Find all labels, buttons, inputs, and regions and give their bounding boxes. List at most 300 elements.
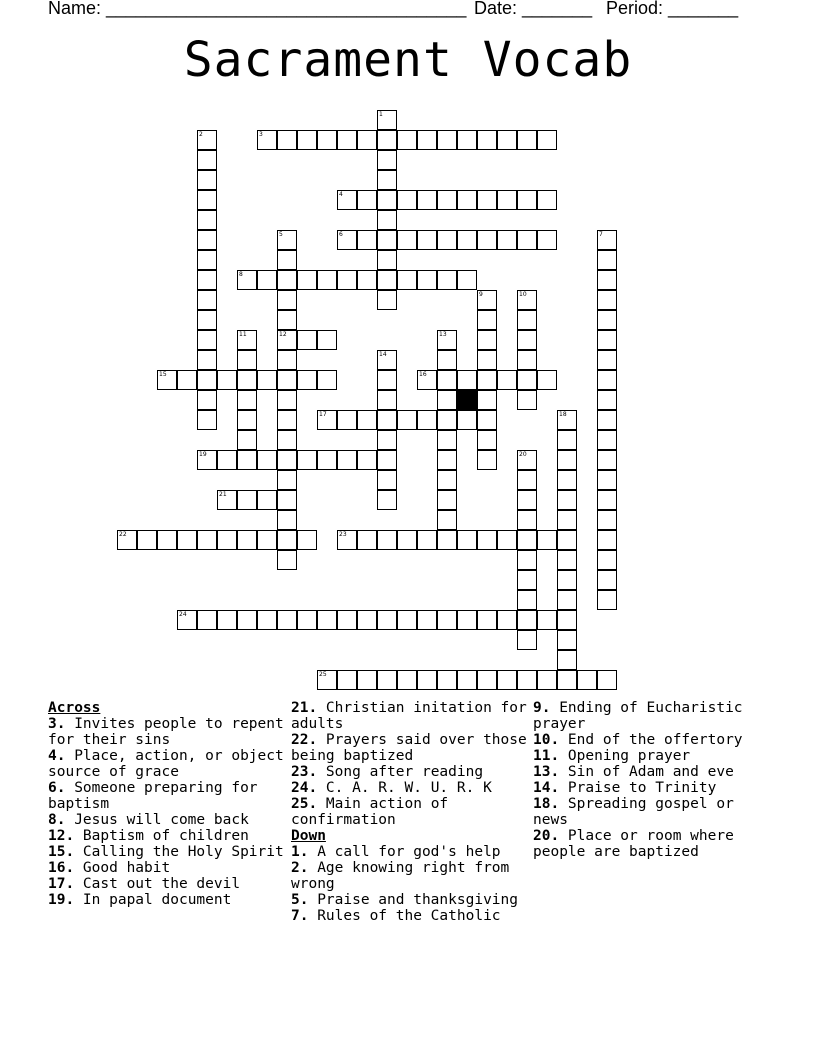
grid-cell[interactable] bbox=[597, 370, 617, 390]
clue-number: 8 bbox=[239, 271, 243, 278]
grid-cell[interactable] bbox=[357, 410, 377, 430]
grid-cell[interactable] bbox=[177, 530, 197, 550]
clue-item bbox=[533, 764, 773, 780]
grid-cell[interactable] bbox=[277, 330, 297, 350]
grid-cell[interactable] bbox=[277, 550, 297, 570]
grid-cell[interactable] bbox=[197, 190, 217, 210]
grid-cell[interactable] bbox=[277, 310, 297, 330]
grid-cell[interactable] bbox=[377, 130, 397, 150]
grid-cell[interactable] bbox=[297, 330, 317, 350]
grid-cell[interactable] bbox=[377, 410, 397, 430]
grid-cell[interactable] bbox=[477, 230, 497, 250]
grid-cell[interactable] bbox=[457, 610, 477, 630]
grid-cell[interactable] bbox=[237, 330, 257, 350]
grid-cell[interactable] bbox=[377, 170, 397, 190]
grid-cell[interactable] bbox=[597, 270, 617, 290]
grid-cell[interactable] bbox=[437, 270, 457, 290]
grid-cell[interactable] bbox=[537, 370, 557, 390]
grid-cell[interactable] bbox=[437, 350, 457, 370]
grid-cell[interactable] bbox=[357, 270, 377, 290]
clue-item-number: 18. bbox=[533, 796, 560, 812]
grid-cell[interactable] bbox=[557, 550, 577, 570]
grid-cell[interactable] bbox=[217, 610, 237, 630]
clue-item-number: 1. bbox=[291, 844, 309, 860]
grid-cell[interactable] bbox=[597, 530, 617, 550]
grid-cell[interactable] bbox=[417, 190, 437, 210]
grid-cell[interactable] bbox=[437, 410, 457, 430]
grid-cell[interactable] bbox=[397, 190, 417, 210]
grid-cell[interactable] bbox=[197, 450, 217, 470]
grid-cell[interactable] bbox=[337, 130, 357, 150]
grid-cell[interactable] bbox=[337, 270, 357, 290]
clue-item-number: 15. bbox=[48, 844, 75, 860]
clue-item-text: Sin of Adam and eve bbox=[559, 764, 734, 780]
clue-number: 7 bbox=[599, 231, 603, 238]
grid-cell[interactable] bbox=[597, 590, 617, 610]
grid-cell[interactable] bbox=[377, 290, 397, 310]
grid-cell[interactable] bbox=[377, 470, 397, 490]
grid-cell[interactable] bbox=[457, 130, 477, 150]
grid-cell[interactable] bbox=[337, 410, 357, 430]
grid-cell[interactable] bbox=[377, 450, 397, 470]
grid-cell[interactable] bbox=[497, 530, 517, 550]
grid-cell[interactable] bbox=[537, 670, 557, 690]
clue-item-number: 3. bbox=[48, 716, 66, 732]
grid-cell[interactable] bbox=[357, 670, 377, 690]
grid-cell[interactable] bbox=[437, 230, 457, 250]
grid-cell[interactable] bbox=[497, 610, 517, 630]
grid-cell[interactable] bbox=[357, 190, 377, 210]
grid-cell[interactable] bbox=[557, 510, 577, 530]
grid-cell[interactable] bbox=[377, 150, 397, 170]
grid-cell[interactable] bbox=[497, 190, 517, 210]
grid-cell[interactable] bbox=[377, 530, 397, 550]
clue-item-text: Spreading gospel or news bbox=[533, 796, 734, 828]
grid-cell[interactable] bbox=[517, 130, 537, 150]
clue-number: 21 bbox=[219, 491, 227, 498]
grid-cell[interactable] bbox=[197, 530, 217, 550]
grid-cell[interactable] bbox=[277, 290, 297, 310]
grid-cell[interactable] bbox=[477, 310, 497, 330]
grid-cell[interactable] bbox=[397, 410, 417, 430]
clues-column-2 bbox=[291, 700, 531, 924]
grid-cell[interactable] bbox=[157, 370, 177, 390]
clue-item bbox=[48, 828, 288, 844]
grid-cell[interactable] bbox=[517, 390, 537, 410]
grid-cell[interactable] bbox=[477, 530, 497, 550]
clue-item-number: 5. bbox=[291, 892, 309, 908]
grid-cell[interactable] bbox=[437, 510, 457, 530]
grid-cell[interactable] bbox=[357, 130, 377, 150]
grid-cell[interactable] bbox=[517, 630, 537, 650]
grid-cell[interactable] bbox=[197, 610, 217, 630]
clue-item-number: 20. bbox=[533, 828, 560, 844]
grid-cell[interactable] bbox=[297, 370, 317, 390]
clue-item-text: Invites people to repent for their sins bbox=[48, 716, 284, 748]
grid-cell[interactable] bbox=[417, 270, 437, 290]
grid-cell[interactable] bbox=[517, 370, 537, 390]
grid-cell[interactable] bbox=[277, 450, 297, 470]
grid-cell[interactable] bbox=[377, 250, 397, 270]
clue-number: 10 bbox=[519, 291, 527, 298]
grid-cell[interactable] bbox=[557, 470, 577, 490]
grid-cell[interactable] bbox=[517, 610, 537, 630]
grid-cell[interactable] bbox=[297, 450, 317, 470]
grid-cell[interactable] bbox=[457, 370, 477, 390]
grid-cell[interactable] bbox=[517, 470, 537, 490]
grid-cell[interactable] bbox=[237, 410, 257, 430]
clue-item-text: Baptism of children bbox=[74, 828, 249, 844]
grid-cell[interactable] bbox=[517, 450, 537, 470]
grid-cell[interactable] bbox=[337, 670, 357, 690]
grid-cell[interactable] bbox=[517, 310, 537, 330]
grid-cell[interactable] bbox=[477, 450, 497, 470]
grid-cell[interactable] bbox=[377, 110, 397, 130]
clue-number: 23 bbox=[339, 531, 347, 538]
grid-cell[interactable] bbox=[377, 270, 397, 290]
grid-cell[interactable] bbox=[237, 450, 257, 470]
grid-cell[interactable] bbox=[277, 350, 297, 370]
grid-cell[interactable] bbox=[177, 370, 197, 390]
clues-column-1 bbox=[48, 700, 288, 908]
grid-cell[interactable] bbox=[597, 250, 617, 270]
grid-cell[interactable] bbox=[537, 130, 557, 150]
grid-cell[interactable] bbox=[317, 330, 337, 350]
grid-cell[interactable] bbox=[217, 490, 237, 510]
grid-cell[interactable] bbox=[597, 290, 617, 310]
grid-cell[interactable] bbox=[597, 470, 617, 490]
grid-cell[interactable] bbox=[277, 410, 297, 430]
grid-cell[interactable] bbox=[197, 130, 217, 150]
grid-cell[interactable] bbox=[377, 390, 397, 410]
grid-cell[interactable] bbox=[477, 430, 497, 450]
grid-cell[interactable] bbox=[357, 450, 377, 470]
grid-cell[interactable] bbox=[497, 230, 517, 250]
clue-item bbox=[48, 860, 288, 876]
grid-cell[interactable] bbox=[377, 230, 397, 250]
grid-cell[interactable] bbox=[377, 670, 397, 690]
grid-cell[interactable] bbox=[197, 230, 217, 250]
grid-cell[interactable] bbox=[197, 150, 217, 170]
grid-cell[interactable] bbox=[317, 370, 337, 390]
clue-item-number: 2. bbox=[291, 860, 309, 876]
grid-cell[interactable] bbox=[417, 370, 437, 390]
grid-cell[interactable] bbox=[317, 270, 337, 290]
grid-cell[interactable] bbox=[377, 610, 397, 630]
clue-number: 17 bbox=[319, 411, 327, 418]
clue-item-text: Place, action, or object source of grace bbox=[48, 748, 284, 780]
grid-cell[interactable] bbox=[157, 530, 177, 550]
grid-cell[interactable] bbox=[337, 530, 357, 550]
grid-cell[interactable] bbox=[277, 470, 297, 490]
grid-cell[interactable] bbox=[357, 230, 377, 250]
grid-cell[interactable] bbox=[417, 230, 437, 250]
clue-number: 11 bbox=[239, 331, 247, 338]
grid-cell[interactable] bbox=[457, 530, 477, 550]
grid-cell[interactable] bbox=[317, 610, 337, 630]
grid-cell[interactable] bbox=[537, 530, 557, 550]
clue-item-text: Jesus will come back bbox=[65, 812, 249, 828]
grid-cell[interactable] bbox=[517, 550, 537, 570]
grid-cell[interactable] bbox=[237, 490, 257, 510]
clue-item-number: 17. bbox=[48, 876, 75, 892]
clue-item bbox=[533, 732, 773, 748]
grid-cell[interactable] bbox=[437, 330, 457, 350]
grid-cell[interactable] bbox=[297, 270, 317, 290]
grid-cell[interactable] bbox=[517, 670, 537, 690]
grid-cell[interactable] bbox=[417, 130, 437, 150]
grid-cell[interactable] bbox=[517, 490, 537, 510]
grid-cell[interactable] bbox=[437, 370, 457, 390]
grid-cell[interactable] bbox=[477, 410, 497, 430]
across-heading: Across bbox=[48, 700, 101, 716]
grid-cell[interactable] bbox=[497, 130, 517, 150]
grid-cell[interactable] bbox=[517, 530, 537, 550]
grid-cell[interactable] bbox=[477, 290, 497, 310]
grid-cell[interactable] bbox=[597, 490, 617, 510]
grid-cell[interactable] bbox=[577, 670, 597, 690]
grid-cell[interactable] bbox=[477, 610, 497, 630]
grid-cell[interactable] bbox=[537, 610, 557, 630]
grid-cell[interactable] bbox=[257, 370, 277, 390]
clue-item-number: 16. bbox=[48, 860, 75, 876]
grid-cell[interactable] bbox=[237, 530, 257, 550]
grid-cell[interactable] bbox=[237, 350, 257, 370]
grid-cell[interactable] bbox=[557, 450, 577, 470]
grid-cell[interactable] bbox=[597, 350, 617, 370]
grid-cell[interactable] bbox=[597, 570, 617, 590]
grid-cell[interactable] bbox=[337, 450, 357, 470]
grid-cell[interactable] bbox=[597, 510, 617, 530]
grid-cell[interactable] bbox=[517, 570, 537, 590]
grid-cell[interactable] bbox=[457, 190, 477, 210]
grid-cell[interactable] bbox=[297, 530, 317, 550]
grid-cell[interactable] bbox=[197, 370, 217, 390]
grid-cell[interactable] bbox=[257, 490, 277, 510]
grid-cell[interactable] bbox=[477, 670, 497, 690]
grid-cell[interactable] bbox=[557, 610, 577, 630]
grid-cell[interactable] bbox=[437, 490, 457, 510]
grid-cell[interactable] bbox=[277, 130, 297, 150]
grid-cell[interactable] bbox=[277, 610, 297, 630]
clue-item-text: Praise and thanksgiving bbox=[308, 892, 518, 908]
grid-cell[interactable] bbox=[377, 190, 397, 210]
grid-cell[interactable] bbox=[277, 510, 297, 530]
black-square bbox=[457, 390, 477, 410]
grid-cell[interactable] bbox=[397, 270, 417, 290]
grid-cell[interactable] bbox=[517, 290, 537, 310]
grid-cell[interactable] bbox=[237, 370, 257, 390]
grid-cell[interactable] bbox=[437, 530, 457, 550]
grid-cell[interactable] bbox=[477, 390, 497, 410]
grid-cell[interactable] bbox=[397, 610, 417, 630]
grid-cell[interactable] bbox=[557, 490, 577, 510]
grid-cell[interactable] bbox=[557, 430, 577, 450]
grid-cell[interactable] bbox=[477, 330, 497, 350]
grid-cell[interactable] bbox=[597, 430, 617, 450]
clue-item-text: Place or room where people are baptized bbox=[533, 828, 734, 860]
grid-cell[interactable] bbox=[257, 270, 277, 290]
grid-cell[interactable] bbox=[397, 230, 417, 250]
grid-cell[interactable] bbox=[557, 570, 577, 590]
grid-cell[interactable] bbox=[597, 670, 617, 690]
grid-cell[interactable] bbox=[417, 530, 437, 550]
clue-item bbox=[533, 700, 773, 732]
clue-item-text: Prayers said over those being baptized bbox=[291, 732, 527, 764]
grid-cell[interactable] bbox=[437, 450, 457, 470]
grid-cell[interactable] bbox=[277, 530, 297, 550]
grid-cell[interactable] bbox=[197, 310, 217, 330]
clue-number: 13 bbox=[439, 331, 447, 338]
grid-cell[interactable] bbox=[377, 370, 397, 390]
grid-cell[interactable] bbox=[197, 210, 217, 230]
grid-cell[interactable] bbox=[197, 410, 217, 430]
grid-cell[interactable] bbox=[257, 530, 277, 550]
clue-item-number: 21. bbox=[291, 700, 318, 716]
grid-cell[interactable] bbox=[277, 370, 297, 390]
grid-cell[interactable] bbox=[457, 670, 477, 690]
grid-cell[interactable] bbox=[277, 490, 297, 510]
grid-cell[interactable] bbox=[517, 330, 537, 350]
grid-cell[interactable] bbox=[177, 610, 197, 630]
grid-cell[interactable] bbox=[517, 350, 537, 370]
grid-cell[interactable] bbox=[417, 670, 437, 690]
grid-cell[interactable] bbox=[337, 610, 357, 630]
grid-cell[interactable] bbox=[517, 190, 537, 210]
grid-cell[interactable] bbox=[597, 390, 617, 410]
grid-cell[interactable] bbox=[277, 230, 297, 250]
grid-cell[interactable] bbox=[197, 250, 217, 270]
grid-cell[interactable] bbox=[197, 350, 217, 370]
grid-cell[interactable] bbox=[557, 630, 577, 650]
grid-cell[interactable] bbox=[197, 290, 217, 310]
grid-cell[interactable] bbox=[517, 590, 537, 610]
grid-cell[interactable] bbox=[317, 450, 337, 470]
grid-cell[interactable] bbox=[537, 190, 557, 210]
grid-cell[interactable] bbox=[217, 450, 237, 470]
name-field-label: Name: ____________________________________ bbox=[48, 0, 467, 18]
grid-cell[interactable] bbox=[357, 530, 377, 550]
grid-cell[interactable] bbox=[477, 370, 497, 390]
grid-cell[interactable] bbox=[317, 410, 337, 430]
clue-item-text: Age knowing right from wrong bbox=[291, 860, 510, 892]
clue-item-text: End of the offertory bbox=[559, 732, 743, 748]
grid-cell[interactable] bbox=[497, 370, 517, 390]
grid-cell[interactable] bbox=[497, 670, 517, 690]
clue-item-number: 19. bbox=[48, 892, 75, 908]
grid-cell[interactable] bbox=[537, 230, 557, 250]
grid-cell[interactable] bbox=[557, 410, 577, 430]
grid-cell[interactable] bbox=[437, 390, 457, 410]
grid-cell[interactable] bbox=[197, 170, 217, 190]
grid-cell[interactable] bbox=[437, 430, 457, 450]
grid-cell[interactable] bbox=[597, 550, 617, 570]
grid-cell[interactable] bbox=[437, 130, 457, 150]
grid-cell[interactable] bbox=[417, 410, 437, 430]
grid-cell[interactable] bbox=[237, 390, 257, 410]
grid-cell[interactable] bbox=[397, 530, 417, 550]
grid-cell[interactable] bbox=[277, 250, 297, 270]
grid-cell[interactable] bbox=[337, 190, 357, 210]
grid-cell[interactable] bbox=[597, 450, 617, 470]
grid-cell[interactable] bbox=[377, 210, 397, 230]
grid-cell[interactable] bbox=[597, 230, 617, 250]
clue-item bbox=[48, 844, 288, 860]
grid-cell[interactable] bbox=[257, 610, 277, 630]
grid-cell[interactable] bbox=[297, 610, 317, 630]
grid-cell[interactable] bbox=[257, 450, 277, 470]
grid-cell[interactable] bbox=[597, 410, 617, 430]
grid-cell[interactable] bbox=[477, 190, 497, 210]
grid-cell[interactable] bbox=[197, 390, 217, 410]
grid-cell[interactable] bbox=[137, 530, 157, 550]
grid-cell[interactable] bbox=[297, 130, 317, 150]
clue-item-text: Christian initation for adults bbox=[291, 700, 527, 732]
grid-cell[interactable] bbox=[217, 530, 237, 550]
grid-cell[interactable] bbox=[377, 430, 397, 450]
grid-cell[interactable] bbox=[197, 330, 217, 350]
grid-cell[interactable] bbox=[277, 270, 297, 290]
grid-cell[interactable] bbox=[437, 190, 457, 210]
clue-item bbox=[291, 732, 531, 764]
grid-cell[interactable] bbox=[457, 410, 477, 430]
clue-item bbox=[533, 828, 773, 860]
grid-cell[interactable] bbox=[377, 350, 397, 370]
grid-cell[interactable] bbox=[477, 350, 497, 370]
grid-cell[interactable] bbox=[377, 490, 397, 510]
grid-cell[interactable] bbox=[477, 130, 497, 150]
grid-cell[interactable] bbox=[557, 650, 577, 670]
grid-cell[interactable] bbox=[457, 270, 477, 290]
grid-cell[interactable] bbox=[557, 530, 577, 550]
grid-cell[interactable] bbox=[437, 670, 457, 690]
clue-number: 6 bbox=[339, 231, 343, 238]
grid-cell[interactable] bbox=[417, 610, 437, 630]
grid-cell[interactable] bbox=[277, 390, 297, 410]
clue-item-number: 7. bbox=[291, 908, 309, 924]
grid-cell[interactable] bbox=[597, 330, 617, 350]
clue-item-text: C. A. R. W. U. R. K bbox=[317, 780, 492, 796]
grid-cell[interactable] bbox=[337, 230, 357, 250]
grid-cell[interactable] bbox=[557, 670, 577, 690]
grid-cell[interactable] bbox=[597, 310, 617, 330]
grid-cell[interactable] bbox=[517, 230, 537, 250]
grid-cell[interactable] bbox=[517, 510, 537, 530]
grid-cell[interactable] bbox=[557, 590, 577, 610]
grid-cell[interactable] bbox=[317, 130, 337, 150]
grid-cell[interactable] bbox=[397, 130, 417, 150]
grid-cell[interactable] bbox=[197, 270, 217, 290]
grid-cell[interactable] bbox=[357, 610, 377, 630]
clues-column-3 bbox=[533, 700, 773, 860]
grid-cell[interactable] bbox=[237, 270, 257, 290]
grid-cell[interactable] bbox=[277, 430, 297, 450]
grid-cell[interactable] bbox=[317, 670, 337, 690]
grid-cell[interactable] bbox=[457, 230, 477, 250]
grid-cell[interactable] bbox=[237, 610, 257, 630]
grid-cell[interactable] bbox=[257, 130, 277, 150]
grid-cell[interactable] bbox=[237, 430, 257, 450]
grid-cell[interactable] bbox=[437, 610, 457, 630]
clue-item-text: In papal document bbox=[74, 892, 232, 908]
clue-item bbox=[48, 812, 288, 828]
grid-cell[interactable] bbox=[217, 370, 237, 390]
date-field-label: Date: _______ bbox=[474, 0, 593, 18]
clue-number: 2 bbox=[199, 131, 203, 138]
grid-cell[interactable] bbox=[397, 670, 417, 690]
grid-cell[interactable] bbox=[437, 470, 457, 490]
grid-cell[interactable] bbox=[117, 530, 137, 550]
